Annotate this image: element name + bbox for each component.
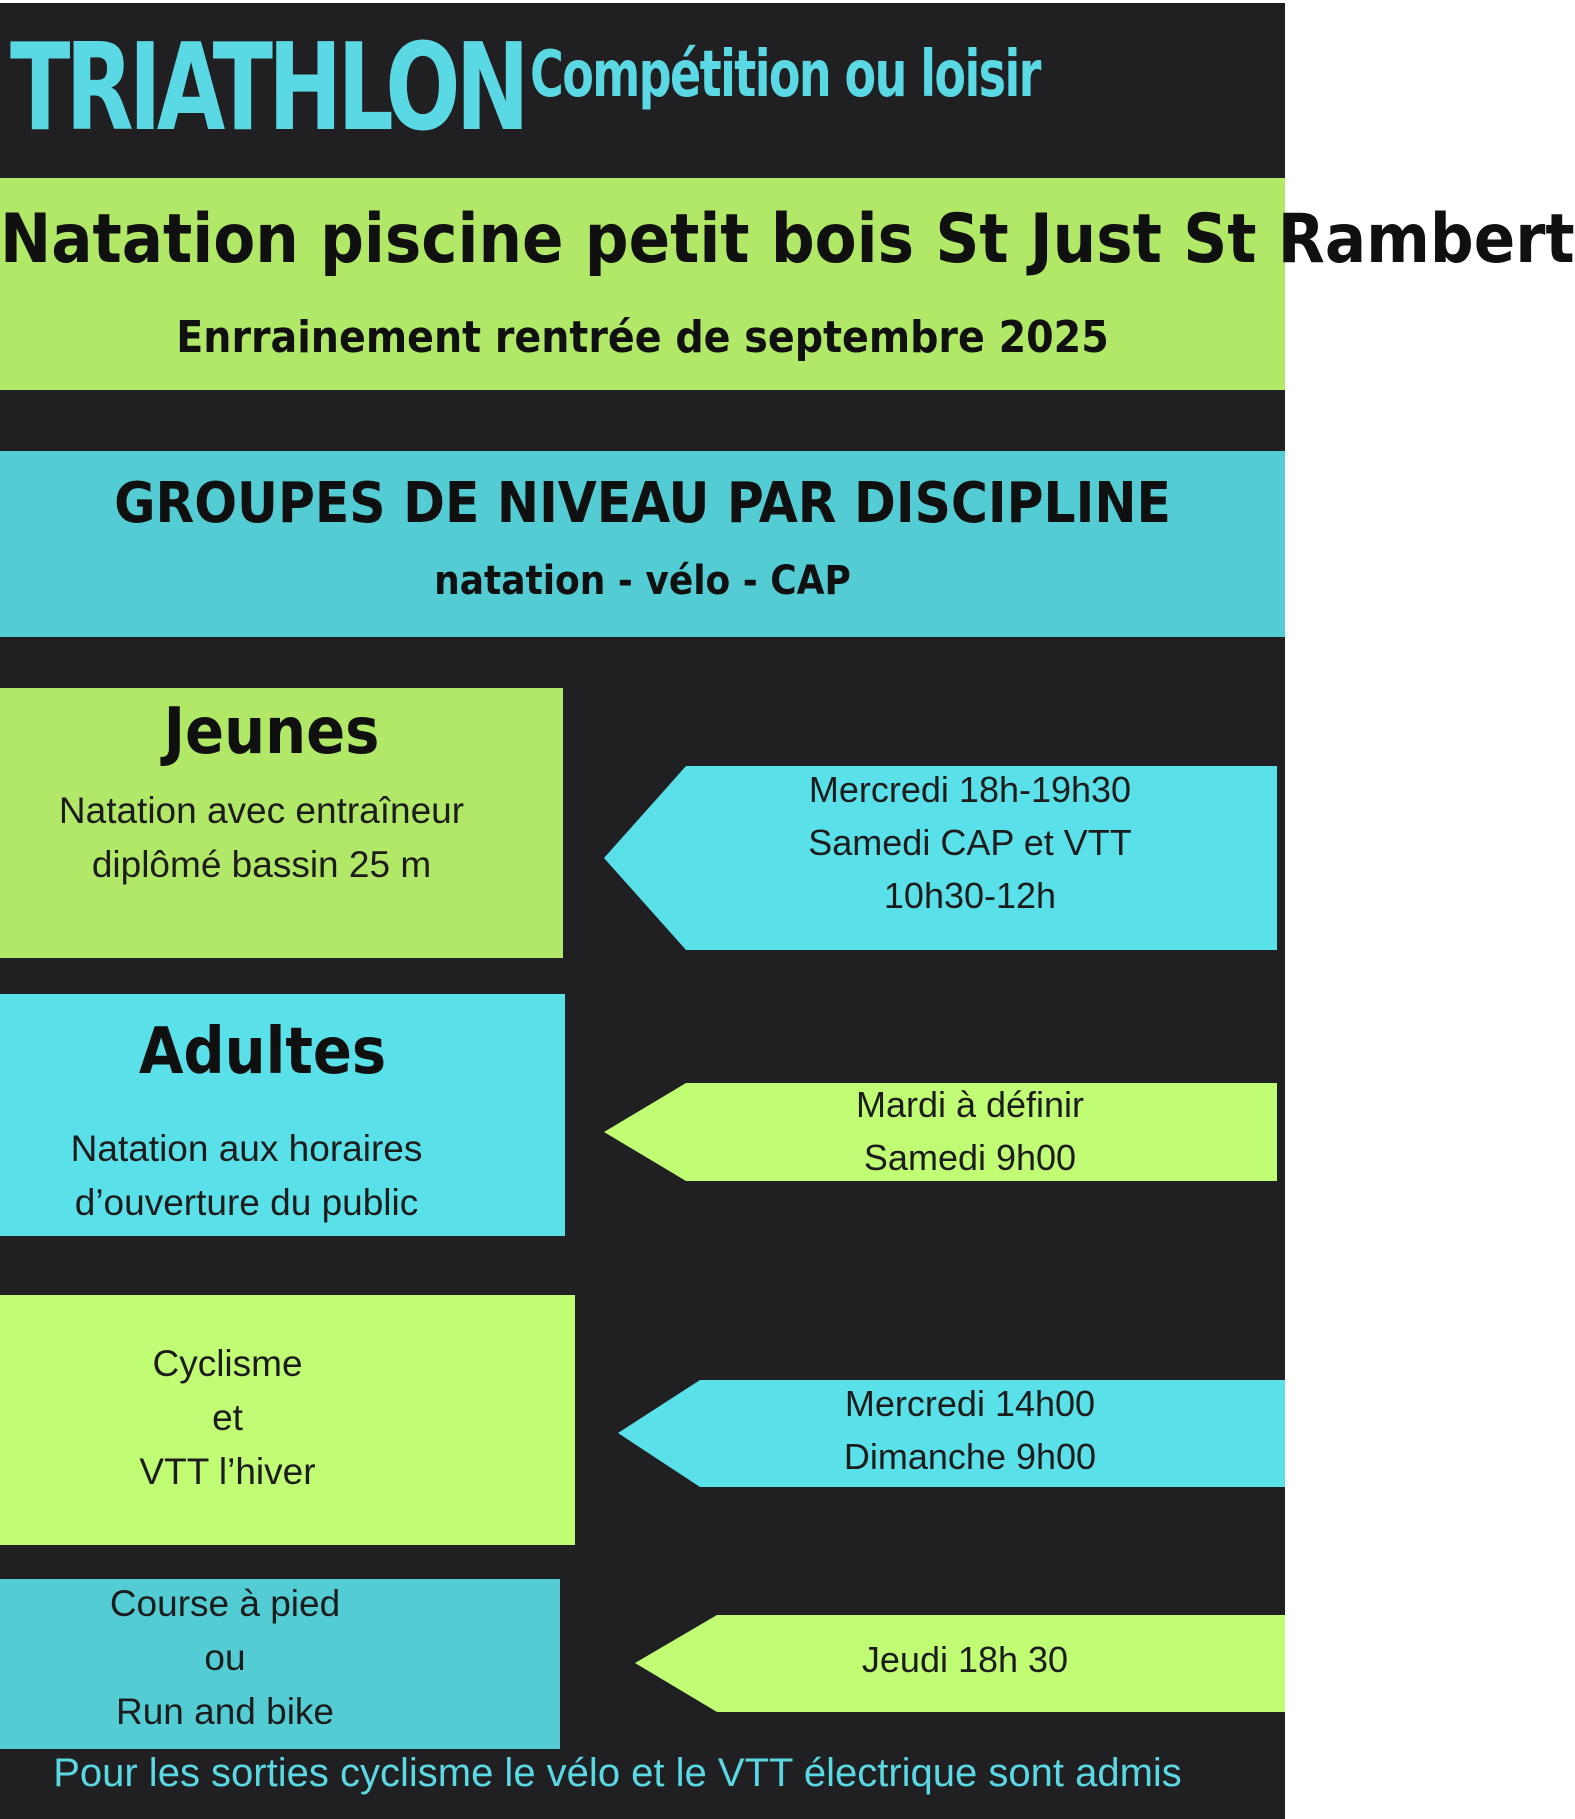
poster-title: TRIATHLON <box>10 19 525 158</box>
schedule-cyclisme: Mercredi 14h00 Dimanche 9h00 <box>843 1383 1097 1477</box>
section-jeunes <box>0 688 563 958</box>
section-adultes <box>0 994 565 1236</box>
section-description: Cyclisme et VTT l’hiver <box>139 1343 316 1492</box>
section-cyclisme <box>0 1295 575 1545</box>
groups-title: GROUPES DE NIVEAU PAR DISCIPLINE <box>114 471 1171 536</box>
section-course <box>0 1579 560 1749</box>
footer-note: Pour les sorties cyclisme le vélo et le VTT électrique sont admis <box>53 1751 1182 1795</box>
groups-banner <box>0 451 1285 637</box>
section-heading: Adultes <box>138 1015 387 1089</box>
schedule-adultes: Mardi à définir Samedi 9h00 <box>855 1084 1085 1178</box>
section-description: Natation avec entraîneur diplômé bassin 25 m <box>58 790 465 885</box>
section-description: Natation aux horaires d’ouverture du public <box>70 1128 423 1223</box>
groups-subtitle: natation - vélo - CAP <box>434 558 851 604</box>
poster-subtitle: Compétition ou loisir <box>530 38 1040 112</box>
venue-subtitle: Enrrainement rentrée de septembre 2025 <box>176 312 1109 363</box>
venue-title: Natation piscine petit bois St Just St Rambert <box>0 200 1575 279</box>
section-description: Course à pied ou Run and bike <box>109 1583 341 1732</box>
schedule-jeunes: Mercredi 18h-19h30 Samedi CAP et VTT 10h30-12h <box>808 769 1132 916</box>
section-heading: Jeunes <box>163 695 380 769</box>
schedule-course: Jeudi 18h 30 <box>861 1639 1069 1680</box>
poster <box>0 3 1575 1819</box>
venue-banner <box>0 178 1575 390</box>
